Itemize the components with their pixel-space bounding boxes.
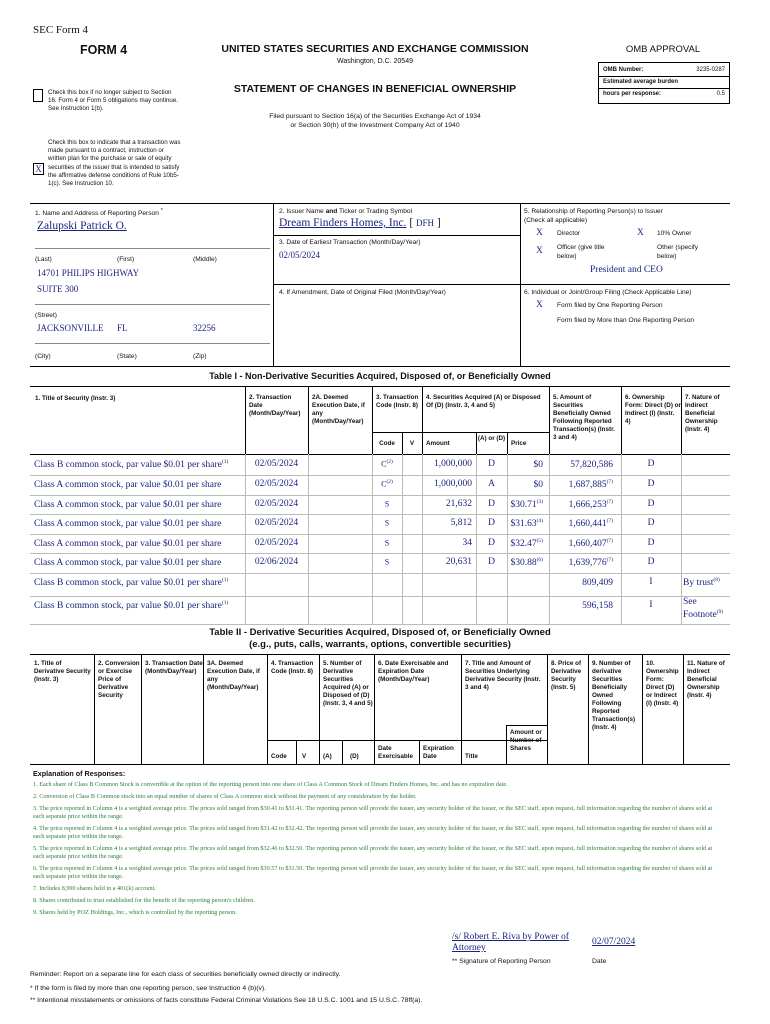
row-title-value: Class A common stock, par value $0.01 per share [34,539,222,550]
omb-burden-label: Estimated average burden [603,79,679,85]
row-code-value: C [381,459,387,469]
reporting-person-label [35,208,163,217]
t2-h-v: V [302,753,307,760]
row-date-value: 02/06/2024 [254,557,299,567]
t1-h-ownership-form: 6. Ownership Form: Direct (D) or Indirect (I) (Instr. 4) [625,394,681,425]
row-title [34,577,244,588]
t2-h-number: 5. Number of Derivative Securities Acquired (A) or Disposed of (D) (Instr. 3, 4 and 5) [323,660,373,707]
row-price-value: $32.47 [510,539,537,550]
row-date [245,499,308,509]
signature-date: 02/07/2024 [592,937,636,947]
row-amount-value: 5,812 [450,518,472,528]
t2-h-expiration: Expiration Date [423,745,454,760]
t1-h-date: 2. Transaction Date (Month/Day/Year) [249,394,301,417]
row-amount [422,499,476,509]
footnote-8: 8. Shares contributed to trust established for the benefit of the reporting person's children. [33,897,255,904]
row-nature [683,577,729,588]
row-title-footnote: (1) [221,600,229,606]
row-aord [476,499,507,509]
t1-h-amount: Amount [426,440,450,447]
issuer-ticker: DFH [416,218,435,228]
row-owned-value: 1,666,253 [568,500,607,511]
rule-10b5-text: Check this box to indicate that a transaction was made pursuant to a contract, instruction or written plan for the purchase or sale of equity securities of the issuer that is intended to satisfy the affirmative defense conditions of Rule 10b5-1(c). See Instruction 10. [48,139,181,188]
row-amount-value: 21,632 [445,499,472,509]
t2-h-nature: 11. Nature of Indirect Beneficial Ownership (Instr. 4) [687,660,725,699]
t2-h-title-sub: Title [465,753,478,760]
footnote-5: 5. The price reported in Column 4 is a weighted average price. The prices sold ranged from $32.46 to $32.50. The reporting person will provide the issuer, any security holder of the issuer, or the SEC staff, upon request, full information regarding the number of shares sold at each separate price within the range. [33,845,713,860]
row-title [34,459,244,470]
t1-h-title: 1. Title of Security (Instr. 3) [35,395,116,402]
row-title [34,557,244,568]
zip-label: (Zip) [193,353,207,360]
row-title [34,538,244,549]
row-form [621,600,681,610]
row-amount [422,479,476,489]
other-label: Other (specify below) [657,244,699,260]
t2-h-a: (A) [323,753,332,760]
row-owned-value: 1,687,885 [568,480,607,491]
date-label: Date [592,958,607,965]
row-form [621,538,681,548]
street-line-1: 14701 PHILIPS HIGHWAY [37,268,140,278]
t2-h-date-exercisable: Date Exercisable [378,745,414,760]
footnote-6: 6. The price reported in Column 4 is a weighted average price. The prices sold ranged from $30.57 to $31.50. The reporting person will provide the issuer, any security holder of the issuer, or the SEC staff, upon request, full information regarding the number of shares sold at each separate price within the range. [33,865,713,880]
t2-h-exercisable: 6. Date Exercisable and Expiration Date (Month/Day/Year) [378,660,449,683]
row-amount [422,557,476,567]
row-title-footnote: (1) [221,459,229,465]
earliest-date-value: 02/05/2024 [279,250,321,260]
row-aord-value: D [488,499,495,509]
row-owned [549,600,617,611]
city-value: JACKSONVILLE [37,323,104,333]
amendment-date-label: 4. If Amendment, Date of Original Filed (Month/Day/Year) [279,289,446,296]
row-form [621,479,681,489]
row-amount [422,538,476,548]
t2-h-price: 8. Price of Derivative Security (Instr. 5) [551,660,582,691]
state-label: (State) [117,353,137,360]
t1-h-deemed: 2A. Deemed Execution Date, if any (Month/Day/Year) [312,394,365,425]
footnote-3: 3. The price reported in Column 4 is a weighted average price. The prices sold ranged from $30.41 to $31.41. The reporting person will provide the issuer, any security holder of the issuer, or the SEC staff, upon request, full information regarding the number of shares sold at each separate price within the range. [33,805,713,820]
t1-h-amount-owned: 5. Amount of Securities Beneficially Owned Following Reported Transaction(s) (Instr. 3 and 4) [553,394,615,441]
officer-title: President and CEO [590,265,663,275]
row-price [507,499,547,510]
row-title [34,600,244,611]
street-label: (Street) [35,312,57,319]
row-amount [422,459,476,469]
omb-number-label: OMB Number: [603,67,644,73]
omb-number-value: 3235-0287 [696,67,725,73]
row-aord-value: A [488,479,495,489]
row-form-value: D [647,518,655,528]
one-person-mark[interactable]: X [536,300,543,310]
t2-h-code-sub: Code [271,753,287,760]
row-owned-footnote: (7) [606,499,613,505]
no-longer-subject-checkbox[interactable] [33,89,43,102]
t1-h-v: V [409,440,415,447]
street-line-2: SUITE 300 [37,284,79,294]
row-code-value: S [384,499,390,509]
issuer-label-post: Ticker or Trading Symbol [339,208,413,215]
row-form [621,577,681,587]
row-code-value: S [384,518,390,528]
issuer-bracket-open: [ [409,217,414,229]
row-price-value: $30.88 [510,558,537,569]
row-code-value: S [384,538,390,548]
row-code-value: C [381,479,387,489]
footnote-4: 4. The price reported in Column 4 is a weighted average price. The prices sold ranged from $31.42 to $32.42. The reporting person will provide the issuer, any security holder of the issuer, or the SEC staff, upon request, full information regarding the number of shares sold at each separate price within the range. [33,825,713,840]
row-form-value: D [647,479,655,489]
row-owned-value: 1,660,407 [568,539,607,550]
row-price-value: $0 [533,480,543,491]
row-date-value: 02/05/2024 [254,538,299,548]
row-owned [549,459,617,470]
row-price [507,557,547,568]
reporting-person-name[interactable]: Zalupski Patrick O. [37,220,127,232]
issuer-label-and: and [325,208,338,215]
row-code [372,499,402,509]
t1-h-code: 3. Transaction Code (Instr. 8) [376,394,419,409]
row-owned-value: 596,158 [582,601,613,612]
row-title-value: Class A common stock, par value $0.01 per share [34,519,222,530]
footer-star-2: ** Intentional misstatements or omissions of facts constitute Federal Criminal Violations See 18 U.S.C. 1001 and 15 U.S.C. 78ff(a). [30,997,423,1004]
row-owned-footnote: (7) [606,538,613,544]
row-form-value: D [647,557,655,567]
row-date-value: 02/05/2024 [254,479,299,489]
row-owned-value: 57,820,586 [570,460,613,471]
row-owned-footnote: (7) [606,518,613,524]
filing-label: 6. Individual or Joint/Group Filing (Check Applicable Line) [524,289,692,296]
omb-box [598,62,730,104]
issuer-name[interactable]: Dream Finders Homes, Inc. [279,217,407,229]
row-title-value: Class B common stock, par value $0.01 per share [34,578,222,589]
t1-h-securities: 4. Securities Acquired (A) or Disposed Of (D) (Instr. 3, 4 and 5) [426,394,541,409]
explanation-heading: Explanation of Responses: [33,769,126,778]
commission-title: UNITED STATES SECURITIES AND EXCHANGE COMMISSION [221,43,529,55]
filed-line-2: or Section 30(h) of the Investment Company Act of 1940 [290,122,460,129]
row-amount-value: 34 [462,538,472,548]
footnote-9: 9. Shares held by POZ Holdings, Inc., which is controlled by the reporting person. [33,909,237,916]
row-title [34,479,244,490]
city-label: (City) [35,353,51,360]
row-nature-value: By trust [683,578,714,589]
row-date [245,518,308,528]
row-form-value: D [647,459,655,469]
row-title-value: Class B common stock, par value $0.01 per share [34,460,222,471]
row-price-footnote: (4) [536,518,543,524]
row-form-value: D [647,538,655,548]
t2-h-underlying: 7. Title and Amount of Securities Underlying Derivative Security (Instr. 3 and 4) [465,660,541,691]
reporting-person-label-text: 1. Name and Address of Reporting Person [35,210,159,218]
t1-h-nature: 7. Nature of Indirect Beneficial Ownership (Instr. 4) [685,394,720,433]
row-date [245,557,308,567]
omb-title: OMB APPROVAL [625,44,701,55]
footer-star-1: * If the form is filed by more than one reporting person, see Instruction 4 (b)(v). [30,985,267,992]
row-aord-value: D [488,538,495,548]
t2-h-amount-number: Amount or Number of Shares [510,729,542,752]
row-owned [549,479,617,490]
t1-h-code-sub: Code [379,440,395,447]
t2-h-owned: 9. Number of derivative Securities Beneficially Owned Following Reported Transaction(s) (Instr. 4) [592,660,636,731]
row-price [507,538,547,549]
row-owned-value: 1,639,776 [568,558,607,569]
ten-percent-owner-label: 10% Owner [657,230,692,237]
row-title [34,518,244,529]
row-price-value: $0 [533,460,543,471]
row-nature-footnote: (9) [716,609,724,615]
issuer-line [279,217,441,229]
t2-h-title: 1. Title of Derivative Security (Instr. 3) [34,660,91,683]
row-date-value: 02/05/2024 [254,499,299,509]
row-form [621,518,681,528]
row-date-value: 02/05/2024 [254,459,299,469]
footnote-1: 1. Each share of Class B Common Stock is convertible at the option of the reporting person into one share of Class A Common Stock of Dream Finders Homes, Inc. and has no expiration date. [33,781,508,788]
filed-line-1: Filed pursuant to Section 16(a) of the Securities Exchange Act of 1934 [269,113,481,120]
row-nature-value: See Footnote [683,597,717,621]
director-label: Director [557,230,581,237]
row-price-value: $30.71 [510,500,537,511]
row-owned-footnote: (7) [606,557,613,563]
t2-h-code: 4. Transaction Code (Instr. 8) [271,660,314,675]
one-person-label: Form filed by One Reporting Person [557,302,663,309]
director-mark[interactable]: X [536,228,543,238]
t2-h-d: (D) [350,753,359,760]
row-amount-value: 20,631 [445,557,472,567]
row-price [507,459,547,470]
earliest-date-label: 3. Date of Earliest Transaction (Month/Day/Year) [279,239,421,246]
row-form [621,499,681,509]
row-code-value: S [384,557,390,567]
signature-label: ** Signature of Reporting Person [452,958,551,965]
t1-h-price: Price [511,440,527,447]
commission-city: Washington, D.C. 20549 [336,58,413,65]
row-aord-value: D [488,557,495,567]
row-date [245,538,308,548]
officer-mark[interactable]: X [536,246,543,256]
more-persons-label: Form filed by More than One Reporting Person [557,317,695,324]
row-amount-value: 1,000,000 [434,479,472,489]
relationship-label [524,207,663,225]
last-label: (Last) [35,256,52,263]
row-price [507,518,547,529]
row-code [372,557,402,567]
row-form [621,557,681,567]
row-price [507,479,547,490]
reminder-text: Reminder: Report on a separate line for each class of securities beneficially owned directly or indirectly. [30,971,341,978]
footnote-7: 7. Includes 8,990 shares held in a 401(k) account. [33,885,156,892]
relationship-label-1: 5. Relationship of Reporting Person(s) to Issuer [524,208,663,215]
row-amount-value: 1,000,000 [434,459,472,469]
row-nature [683,597,729,620]
zip-value: 32256 [193,323,216,333]
issuer-bracket-close: ] [436,217,441,229]
table2-title-2: (e.g., puts, calls, warrants, options, convertible securities) [249,639,511,650]
middle-label: (Middle) [193,256,217,263]
reporting-person-star: * [160,208,163,214]
officer-label: Officer (give title below) [557,244,605,260]
row-aord [476,557,507,567]
row-title-value: Class A common stock, par value $0.01 per share [34,558,222,569]
row-code [372,538,402,548]
row-title-value: Class A common stock, par value $0.01 per share [34,480,222,491]
row-owned [549,538,617,549]
row-aord-value: D [488,518,495,528]
t2-h-deemed: 3A. Deemed Execution Date, if any (Month/Day/Year) [207,660,260,691]
row-form-value: I [649,600,653,610]
row-code-footnote: (2) [386,459,393,465]
row-price-footnote: (3) [536,499,543,505]
row-date [245,479,308,489]
omb-hours-value: 0.5 [716,91,725,97]
row-owned [549,577,617,588]
row-price-footnote: (5) [536,538,543,544]
table1-title: Table I - Non-Derivative Securities Acquired, Disposed of, or Beneficially Owned [209,371,551,381]
row-owned [549,518,617,529]
row-aord-value: D [488,459,495,469]
ten-percent-owner-mark[interactable]: X [637,228,644,238]
row-owned [549,499,617,510]
row-amount [422,518,476,528]
row-aord [476,538,507,548]
t1-h-aord: (A) or (D) [477,435,506,442]
row-title-value: Class B common stock, par value $0.01 per share [34,601,222,612]
filed-pursuant [190,112,560,130]
row-form-value: D [647,499,655,509]
row-code [372,459,402,469]
row-nature-footnote: (8) [713,577,720,583]
row-aord [476,518,507,528]
statement-title: STATEMENT OF CHANGES IN BENEFICIAL OWNERSHIP [233,83,517,95]
row-form [621,459,681,469]
explanation-notes [33,781,713,921]
row-form-value: I [649,577,653,587]
first-label: (First) [117,256,135,263]
footnote-2: 2. Conversion of Class B Common stock into an equal number of shares of Class A common stock without the payment of any consideration by the holder. [33,793,417,800]
table2-title-1: Table II - Derivative Securities Acquired, Disposed of, or Beneficially Owned [209,627,551,638]
row-date-value: 02/05/2024 [254,518,299,528]
row-title-footnote: (1) [221,577,229,583]
relationship-label-2: (Check all applicable) [524,217,588,224]
issuer-label-pre: 2. Issuer Name [279,208,324,215]
t2-h-date: 3. Transaction Date (Month/Day/Year) [145,660,203,675]
row-code [372,479,402,489]
no-longer-subject-text: Check this box if no longer subject to Section 16. Form 4 or Form 5 obligations may continue. See Instruction 1(b). [48,89,178,112]
row-price-footnote: (6) [536,557,543,563]
row-owned-footnote: (7) [606,479,613,485]
row-title [34,499,244,510]
row-title-value: Class A common stock, par value $0.01 per share [34,500,222,511]
state-value: FL [117,323,128,333]
row-code-footnote: (2) [386,479,393,485]
row-owned-value: 809,409 [582,578,613,589]
row-price-value: $31.63 [510,519,537,530]
t2-h-conversion: 2. Conversion or Exercise Price of Derivative Security [98,660,140,699]
issuer-label [279,208,412,215]
t2-h-form: 10. Ownership Form: Direct (D) or Indirect (I) (Instr. 4) [646,660,679,707]
row-code [372,518,402,528]
row-date [245,459,308,469]
sec-form-label: SEC Form 4 [33,24,89,36]
row-owned [549,557,617,568]
signature[interactable]: /s/ Robert E. Riva by Power of Attorney [452,932,569,953]
row-owned-value: 1,660,441 [568,519,607,530]
table2-title [30,627,730,651]
row-aord [476,459,507,469]
row-aord [476,479,507,489]
rule-10b5-checkbox[interactable]: X [33,163,44,175]
form-title: FORM 4 [80,43,128,57]
omb-hours-label: hours per response: [603,91,662,97]
